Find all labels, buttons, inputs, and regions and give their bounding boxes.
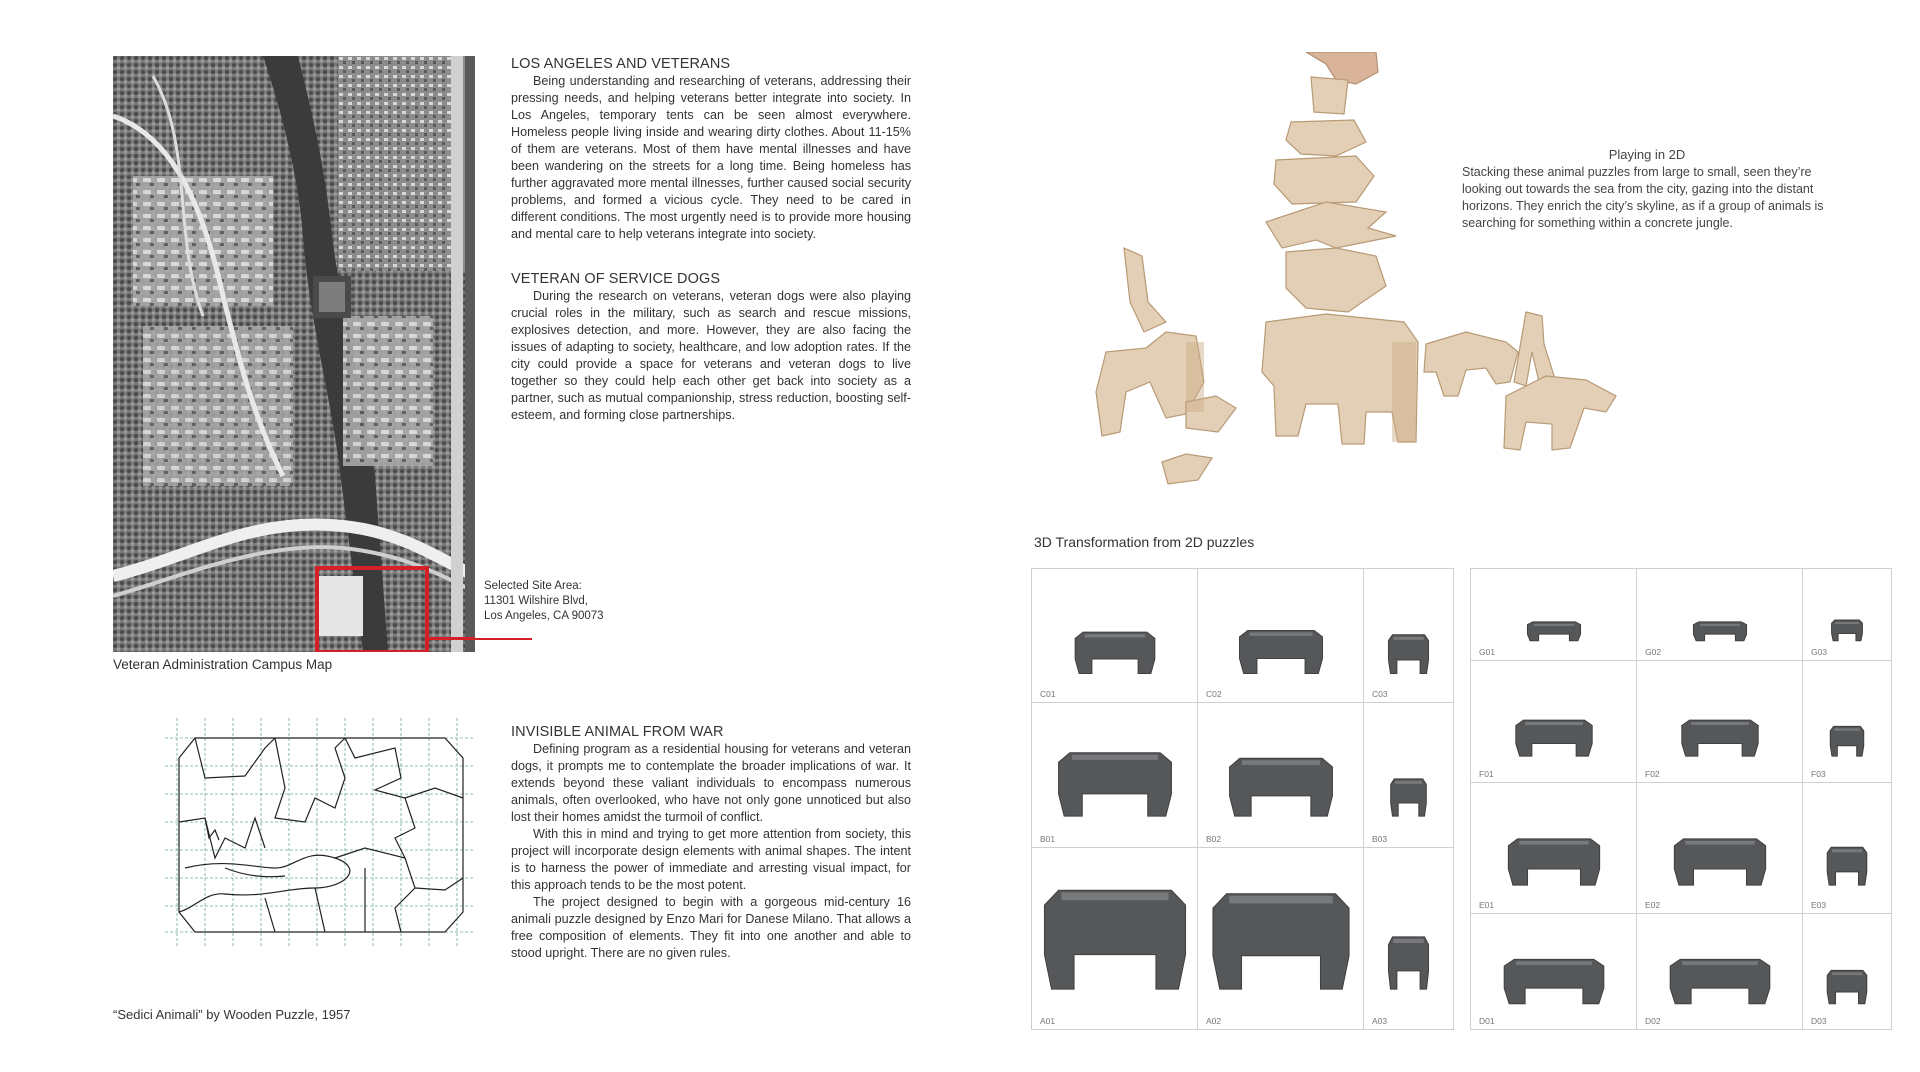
block-highlight	[1534, 624, 1574, 626]
block-render	[1803, 661, 1891, 783]
puzzle-outline-diagram	[165, 718, 475, 946]
block-render	[1198, 569, 1364, 703]
block-code-label: G03	[1811, 647, 1828, 657]
block-shape	[1075, 632, 1155, 673]
block-cell-e02	[1637, 783, 1803, 914]
block-shape	[1213, 894, 1349, 989]
block-code-label: G01	[1479, 647, 1496, 657]
block-shape	[1674, 839, 1765, 885]
block-cell-c02	[1198, 569, 1364, 703]
block-render	[1471, 914, 1637, 1029]
block-render	[1471, 661, 1637, 783]
block-shape	[1240, 630, 1323, 673]
block-code-label: B01	[1040, 834, 1056, 844]
aerial-campus-map	[113, 56, 475, 652]
block-cell-c01	[1032, 569, 1198, 703]
block-code-label: B02	[1206, 834, 1222, 844]
block-code-label: G02	[1645, 647, 1662, 657]
block-cell-e03	[1803, 783, 1891, 914]
block-code-label: C03	[1372, 689, 1388, 699]
block-render	[1471, 569, 1637, 661]
block-render	[1637, 783, 1803, 914]
block-render	[1364, 703, 1453, 848]
block-cell-b01	[1032, 703, 1198, 848]
playing-text: Stacking these animal puzzles from large to small, seen they’re looking out towards the sea from the city, gazing into the distant horizons. They enrich the city’s skyline, as if a group of animals is searching for something within a concrete jungle.	[1462, 165, 1824, 230]
map-caption: Veteran Administration Campus Map	[113, 657, 333, 672]
block-code-label: E03	[1811, 900, 1827, 910]
block-render	[1032, 569, 1198, 703]
site-label-line-1: Selected Site Area:	[484, 580, 582, 592]
block-render	[1198, 848, 1364, 1029]
block-shape	[1670, 959, 1770, 1003]
block-shape	[1827, 847, 1867, 885]
section-la-veterans	[511, 55, 911, 243]
block-cell-a01	[1032, 848, 1198, 1029]
site-label	[484, 579, 604, 624]
block-code-label: F03	[1811, 769, 1826, 779]
block-render	[1637, 661, 1803, 783]
block-render	[1803, 914, 1891, 1029]
section-paragraph: Defining program as a residential housing for veterans and veteran dogs, it prompts me to contemplate the broader implications of war. It extends beyond these valiant individuals to encompass numerous animals, often overlooked, who have not only gone unnoticed but also lost their homes amidst the turmoil of conflict.	[511, 742, 911, 824]
block-highlight	[1061, 892, 1168, 900]
block-highlight	[1700, 624, 1740, 626]
playing-in-2d-block	[1462, 146, 1832, 232]
block-highlight	[1242, 760, 1320, 765]
block-highlight	[1393, 637, 1423, 640]
block-shape	[1391, 779, 1427, 816]
block-code-label: A03	[1372, 1016, 1388, 1026]
block-code-label: B03	[1372, 834, 1388, 844]
block-code-label: A01	[1040, 1016, 1056, 1026]
block-code-label: F02	[1645, 769, 1660, 779]
site-leader-line	[428, 638, 532, 640]
block-highlight	[1395, 781, 1422, 784]
block-cell-a03	[1364, 848, 1453, 1029]
puzzle-caption: “Sedici Animali” by Wooden Puzzle, 1957	[113, 1007, 351, 1022]
block-shape	[1059, 753, 1172, 816]
block-shape	[1504, 959, 1604, 1003]
block-shape	[1516, 720, 1592, 756]
block-cell-g03	[1803, 569, 1891, 661]
block-cell-a02	[1198, 848, 1364, 1029]
block-shape	[1388, 937, 1428, 989]
block-shape	[1830, 726, 1863, 756]
block-cell-d01	[1471, 914, 1637, 1029]
block-render	[1032, 848, 1198, 1029]
block-shape	[1827, 970, 1867, 1003]
section-title: INVISIBLE ANIMAL FROM WAR	[511, 724, 724, 740]
section-title: LOS ANGELES AND VETERANS	[511, 56, 731, 72]
site-label-line-2: 11301 Wilshire Blvd,	[484, 595, 588, 607]
stacked-puzzle-photo	[1086, 52, 1656, 512]
block-code-label: F01	[1479, 769, 1494, 779]
block-code-label: A02	[1206, 1016, 1222, 1026]
block-shape	[1044, 890, 1185, 989]
block-highlight	[1691, 722, 1749, 725]
site-label-line-3: Los Angeles, CA 90073	[484, 610, 604, 622]
block-code-label: C01	[1040, 689, 1056, 699]
block-shape	[1682, 720, 1758, 756]
block-cell-f03	[1803, 661, 1891, 783]
section-invisible-animal	[511, 723, 911, 962]
section-service-dogs	[511, 270, 911, 424]
block-highlight	[1834, 728, 1859, 730]
block-cell-e01	[1471, 783, 1637, 914]
block-render	[1637, 914, 1803, 1029]
block-render	[1471, 783, 1637, 914]
block-render	[1803, 783, 1891, 914]
block-highlight	[1516, 961, 1592, 965]
block-highlight	[1229, 896, 1332, 904]
block-shape	[1508, 839, 1599, 885]
block-cell-g01	[1471, 569, 1637, 661]
block-highlight	[1393, 939, 1423, 943]
block-cell-b03	[1364, 703, 1453, 848]
section-paragraph: During the research on veterans, veteran dogs were also playing crucial roles in the military, such as search and rescue missions, explosives detection, and more. However, they are also facing the issues of adapting to society, healthcare, and low adoption rates. If the city could provide a space for veterans and veteran dogs to live together so they could help each other get back into society as a partner, such as mutual companionship, stress reduction, boosting self-esteem, and forming close partnerships.	[511, 289, 911, 422]
block-highlight	[1072, 755, 1158, 760]
block-highlight	[1835, 622, 1858, 624]
block-render	[1364, 848, 1453, 1029]
block-cell-b02	[1198, 703, 1364, 848]
block-cell-f02	[1637, 661, 1803, 783]
block-render	[1637, 569, 1803, 661]
block-highlight	[1832, 972, 1862, 975]
block-highlight	[1085, 634, 1146, 637]
block-code-label: D01	[1479, 1016, 1495, 1026]
block-highlight	[1685, 841, 1754, 845]
block-highlight	[1682, 961, 1758, 965]
transform-title: 3D Transformation from 2D puzzles	[1034, 534, 1255, 550]
playing-title: Playing in 2D	[1608, 147, 1686, 162]
block-code-label: D03	[1811, 1016, 1827, 1026]
transform-grid-right	[1470, 568, 1892, 1030]
block-code-label: C02	[1206, 689, 1222, 699]
block-highlight	[1832, 849, 1862, 852]
block-render	[1198, 703, 1364, 848]
block-code-label: D02	[1645, 1016, 1661, 1026]
transform-grid-left	[1031, 568, 1454, 1030]
section-title: VETERAN OF SERVICE DOGS	[511, 271, 721, 287]
block-shape	[1230, 758, 1333, 816]
block-render	[1364, 569, 1453, 703]
block-cell-c03	[1364, 569, 1453, 703]
block-cell-f01	[1471, 661, 1637, 783]
section-paragraph: With this in mind and trying to get more attention from society, this project will incorporate design elements with animal shapes. The intent is to harness the power of immediate and arresting visual impact, for this approach tends to be the most potent.	[511, 827, 911, 892]
block-highlight	[1249, 632, 1312, 635]
section-paragraph: The project designed to begin with a gorgeous mid-century 16 animali puzzle designed by Enzo Mari for Danese Milano. That allows a free composition of elements. They fit into one another and able to stood upright. There are no given rules.	[511, 895, 911, 960]
block-code-label: E01	[1479, 900, 1495, 910]
block-shape	[1388, 635, 1428, 674]
block-render	[1032, 703, 1198, 848]
block-highlight	[1525, 722, 1583, 725]
block-cell-d02	[1637, 914, 1803, 1029]
block-cell-d03	[1803, 914, 1891, 1029]
block-highlight	[1519, 841, 1588, 845]
section-paragraph: Being understanding and researching of veterans, addressing their pressing needs, and helping veterans better integrate into society. In Los Angeles, temporary tents can be seen almost everywhere. Homeless people living inside and wearing dirty clothes. About 11-15% of them are veterans. Most of them have mental illnesses and have been wandering on the streets for a long time. Being homeless has further aggravated more mental illnesses, further caused social security problems, and formed a vicious cycle. They need to be cared in different conditions. The most urgently need is to provide more housing and mental care to help veterans integrate into society.	[511, 74, 911, 241]
block-cell-g02	[1637, 569, 1803, 661]
block-code-label: E02	[1645, 900, 1661, 910]
